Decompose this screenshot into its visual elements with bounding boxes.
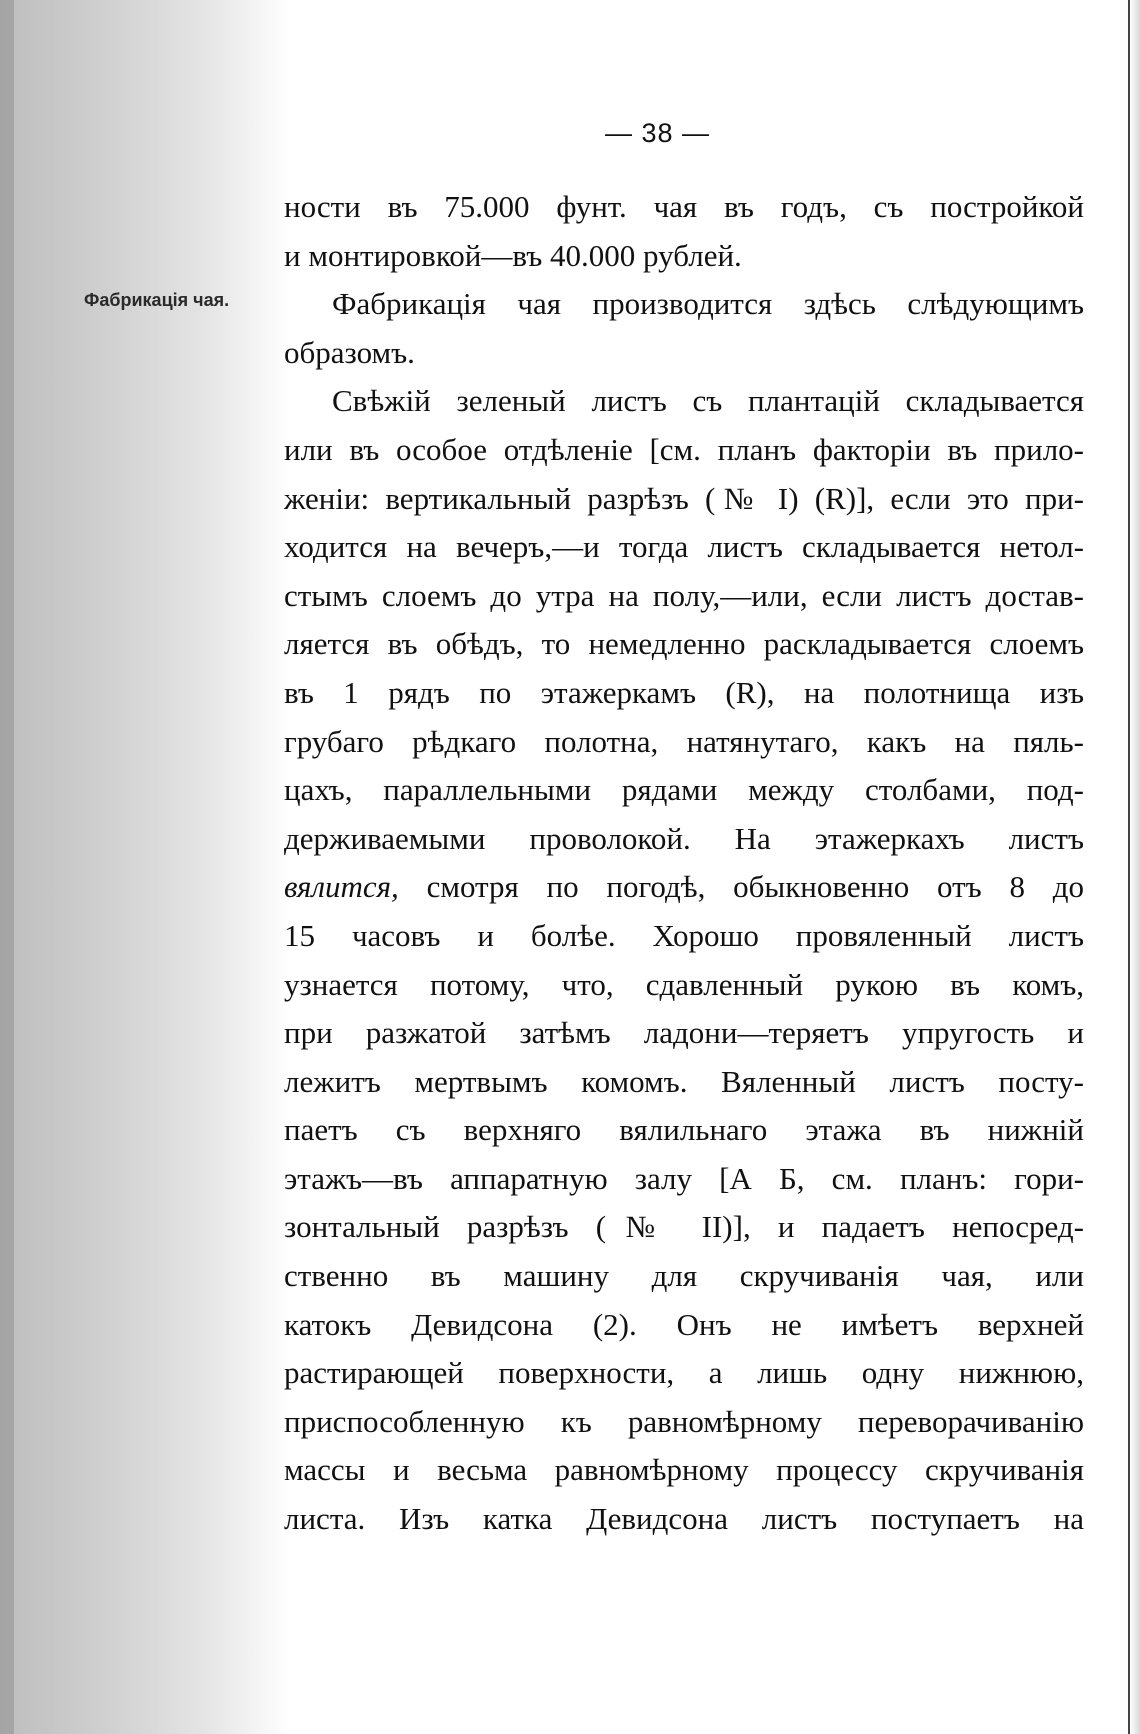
italic-word: вялится, [284,869,399,905]
text-line: приспособленную къ равномѣрному переворачиванію [284,1403,1084,1439]
text-line: паетъ съ верхняго вялильнаго этажа въ нижній [284,1112,1084,1148]
text-line: Свѣжій зеленый листъ съ плантацій складывается [332,383,1084,419]
text-line: массы и весьма равномѣрному процессу скручиванія [284,1452,1084,1488]
text-line: 15 часовъ и болѣе. Хорошо провяленный листъ [284,917,1084,953]
text-line: Фабрикація чая производится здѣсь слѣдующимъ [332,286,1084,322]
text-line-with-italic [284,863,1084,912]
scan-right-edge [1130,0,1140,1734]
text-line: ляется въ обѣдъ, то немедленно раскладывается слоемъ [284,626,1084,662]
scan-right-border [1128,0,1130,1734]
body-text [284,183,1084,1544]
scan-gutter-edge [0,0,14,1734]
text-line-rest: смотря по погодѣ, обыкновенно отъ 8 до [426,869,1085,905]
text-line: и монтировкой—въ 40.000 рублей. [284,237,742,273]
text-line: листа. Изъ катка Девидсона листъ поступаетъ на [284,1501,1084,1537]
text-line: ности въ 75.000 фунт. чая въ годъ, съ постройкой [284,189,1084,224]
page-number: — 38 — [605,118,711,148]
margin-note: Фабрикація чая. [84,290,230,310]
text-line: узнается потому, что, сдавленный рукою въ комъ, [284,966,1084,1002]
text-line: растирающей поверхности, а лишь одну нижнюю, [284,1355,1084,1391]
text-line: грубаго рѣдкаго полотна, натянутаго, какъ на пяль- [284,723,1084,759]
text-line: зонтальный разрѣзъ (№ II)], и падаетъ непосред- [284,1209,1084,1245]
text-line: или въ особое отдѣленіе [см. планъ факторіи въ прило- [284,431,1084,467]
scan-gutter-shadow [0,0,290,1734]
text-line: женіи: вертикальный разрѣзъ (№ I) (R)], если это при- [284,480,1084,516]
text-line: въ 1 рядъ по этажеркамъ (R), на полотнища изъ [284,674,1084,710]
text-line: при разжатой затѣмъ ладони—теряетъ упругость и [284,1015,1084,1051]
text-line: стымъ слоемъ до утра на полу,—или, если листъ достав- [284,577,1084,613]
text-line: образомъ. [284,334,415,370]
text-line: цахъ, параллельными рядами между столбами, под- [284,772,1084,808]
text-line: лежитъ мертвымъ комомъ. Вяленный листъ посту- [284,1063,1084,1099]
text-line: этажъ—въ аппаратную залу [А Б, см. планъ: гори- [284,1160,1084,1196]
text-line: ственно въ машину для скручиванія чая, или [284,1258,1084,1294]
text-line: держиваемыми проволокой. На этажеркахъ листъ [284,820,1084,856]
text-line: катокъ Девидсона (2). Онъ не имѣетъ верхней [284,1306,1084,1342]
text-line: ходится на вечеръ,—и тогда листъ складывается нетол- [284,529,1084,565]
